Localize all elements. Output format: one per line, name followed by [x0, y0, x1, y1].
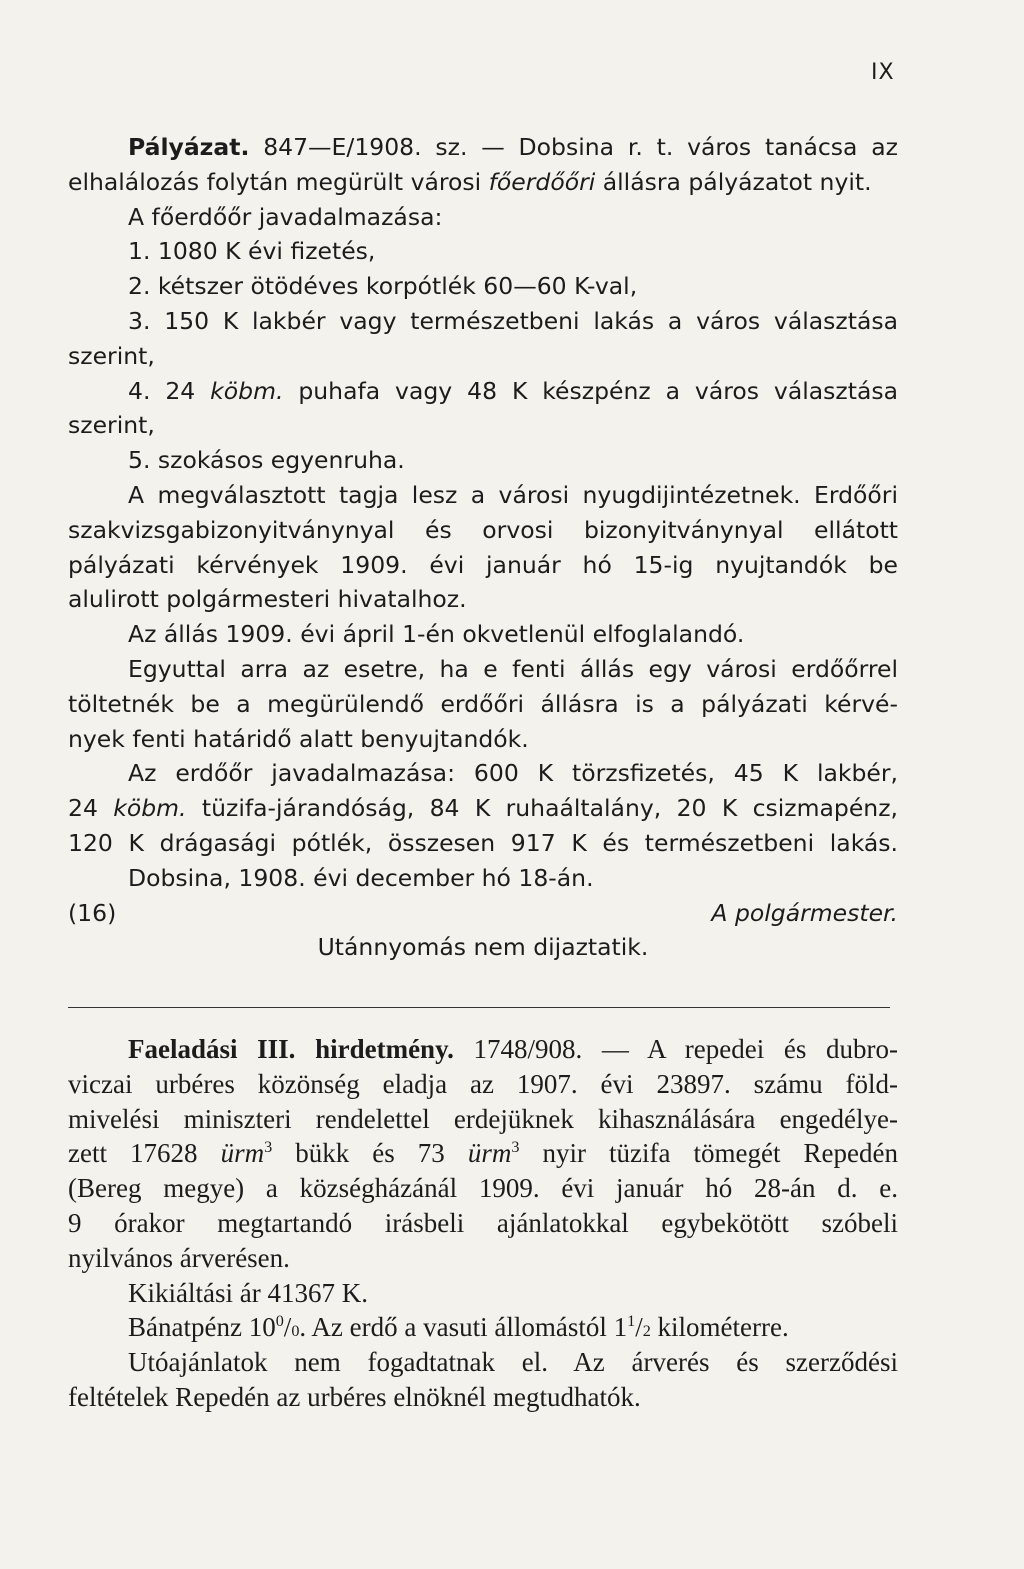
- text-line: szerint,: [68, 341, 155, 370]
- text-line: [68, 130, 898, 165]
- text-span: /: [635, 1312, 643, 1343]
- subscript: 0: [291, 1322, 300, 1341]
- notice-heading: Faeladási III. hirdetmény.: [128, 1034, 454, 1064]
- signature-row: [68, 896, 898, 931]
- text-line: [68, 165, 898, 200]
- superscript: 3: [264, 1138, 273, 1157]
- text-span: 4. 24: [128, 376, 211, 405]
- list-item: 5. szokásos egyenruha.: [128, 446, 405, 475]
- text-line: [68, 1032, 898, 1067]
- text-span: nyir tüzifa tömegét Repedén: [519, 1138, 898, 1169]
- text-line: Az erdőőr javadalmazása: 600 K törzsfizetés, 45 K lakbér,: [128, 759, 898, 788]
- text-line: mivelési miniszteri rendelettel erdejüknek kihasználására engedélye-: [68, 1103, 898, 1134]
- text-line: Egyuttal arra az esetre, ha e fenti állás egy városi erdőőrrel: [128, 654, 898, 683]
- text-line: 120 K drágasági pótlék, összesen 917 K és természetbeni lakás.: [68, 828, 898, 857]
- text-line: alulirott polgármesteri hivatalhoz.: [68, 585, 467, 614]
- text-line: Kikiáltási ár 41367 K.: [128, 1277, 368, 1308]
- text-span: Bánatpénz 10: [128, 1312, 276, 1343]
- text-span: 1748/908. — A repedei és dubro-: [453, 1034, 898, 1064]
- text-line: A megválasztott tagja lesz a városi nyugdijintézetnek. Erdőőri: [128, 480, 898, 509]
- subscript: 2: [642, 1322, 651, 1341]
- superscript: 1: [627, 1312, 636, 1331]
- text-line: feltételek Repedén az urbéres elnöknél megtudhatók.: [68, 1381, 641, 1412]
- text-span: zett 17628: [68, 1138, 221, 1169]
- text-span: puhafa vagy 48 K készpénz a város választása: [283, 376, 898, 405]
- page-number: IX: [871, 60, 895, 85]
- italic-term: köbm.: [210, 376, 284, 405]
- text-line: (Bereg megye) a községházánál 1909. évi január hó 28-án d. e.: [68, 1173, 898, 1204]
- text-line: szakvizsgabizonyitványnyal és orvosi bizonyitványnyal ellátott: [68, 515, 898, 544]
- signature: A polgármester.: [711, 898, 898, 927]
- notice-heading: Pályázat.: [128, 133, 250, 161]
- text-line: 9 órakor megtartandó irásbeli ajánlatokkal egybekötött szóbeli: [68, 1207, 898, 1238]
- text-line: A főerdőőr javadalmazása:: [128, 202, 443, 231]
- text-line: [68, 791, 898, 826]
- text-span: 847—E/1908. sz. — Dobsina r. t. város tanácsa az: [249, 133, 898, 161]
- text-line: töltetnék be a megürülendő erdőőri állásra is a pályázati kérvé-: [68, 689, 898, 718]
- text-line: pályázati kérvények 1909. évi január hó 15-ig nyujtandók be: [68, 550, 898, 579]
- text-line: viczai urbéres közönség eladja az 1907. évi 23897. számu föld-: [68, 1068, 898, 1099]
- reprint-note: Utánnyomás nem dijaztatik.: [317, 933, 649, 962]
- notice-forester-application: [68, 130, 898, 965]
- text-line: nyek fenti határidő alatt benyujtandók.: [68, 724, 529, 753]
- notice-timber-sale: [68, 1032, 898, 1415]
- text-span: . Az erdő a vasuti állomástól 1: [299, 1312, 628, 1343]
- text-span: kilométerre.: [650, 1312, 789, 1343]
- list-item: 2. kétszer ötödéves korpótlék 60—60 K-val,: [128, 272, 638, 301]
- text-span: elhalálozás folytán megürült városi: [68, 167, 489, 196]
- date-line: Dobsina, 1908. évi december hó 18-án.: [128, 863, 594, 892]
- text-line: Utóajánlatok nem fogadtatnak el. Az árverés és szerződési: [128, 1347, 898, 1378]
- section-divider: [68, 1007, 890, 1008]
- italic-term: főerdőőri: [488, 167, 596, 196]
- reference-number: (16): [68, 898, 117, 927]
- text-span: bükk és 73: [272, 1138, 468, 1169]
- list-item: 3. 150 K lakbér vagy természetbeni lakás a város választása: [128, 306, 898, 335]
- text-line: [68, 1136, 898, 1171]
- list-item: [68, 374, 898, 409]
- text-span: állásra pályázatot nyit.: [595, 167, 872, 196]
- italic-term: ürm: [467, 1138, 512, 1169]
- superscript: 0: [275, 1312, 284, 1331]
- text-span: tüzifa-járandóság, 84 K ruhaáltalány, 20 K csizmapénz,: [186, 794, 898, 823]
- text-line: [68, 1310, 898, 1345]
- list-item: 1. 1080 K évi fizetés,: [128, 237, 376, 266]
- text-line: nyilvános árverésen.: [68, 1242, 290, 1273]
- italic-term: ürm: [220, 1138, 265, 1169]
- text-span: 24: [68, 794, 114, 823]
- superscript: 3: [511, 1138, 520, 1157]
- italic-term: köbm.: [113, 794, 187, 823]
- text-line: szerint,: [68, 411, 155, 440]
- text-span: /: [283, 1312, 292, 1343]
- text-line: Az állás 1909. évi ápril 1-én okvetlenül elfoglalandó.: [128, 620, 745, 649]
